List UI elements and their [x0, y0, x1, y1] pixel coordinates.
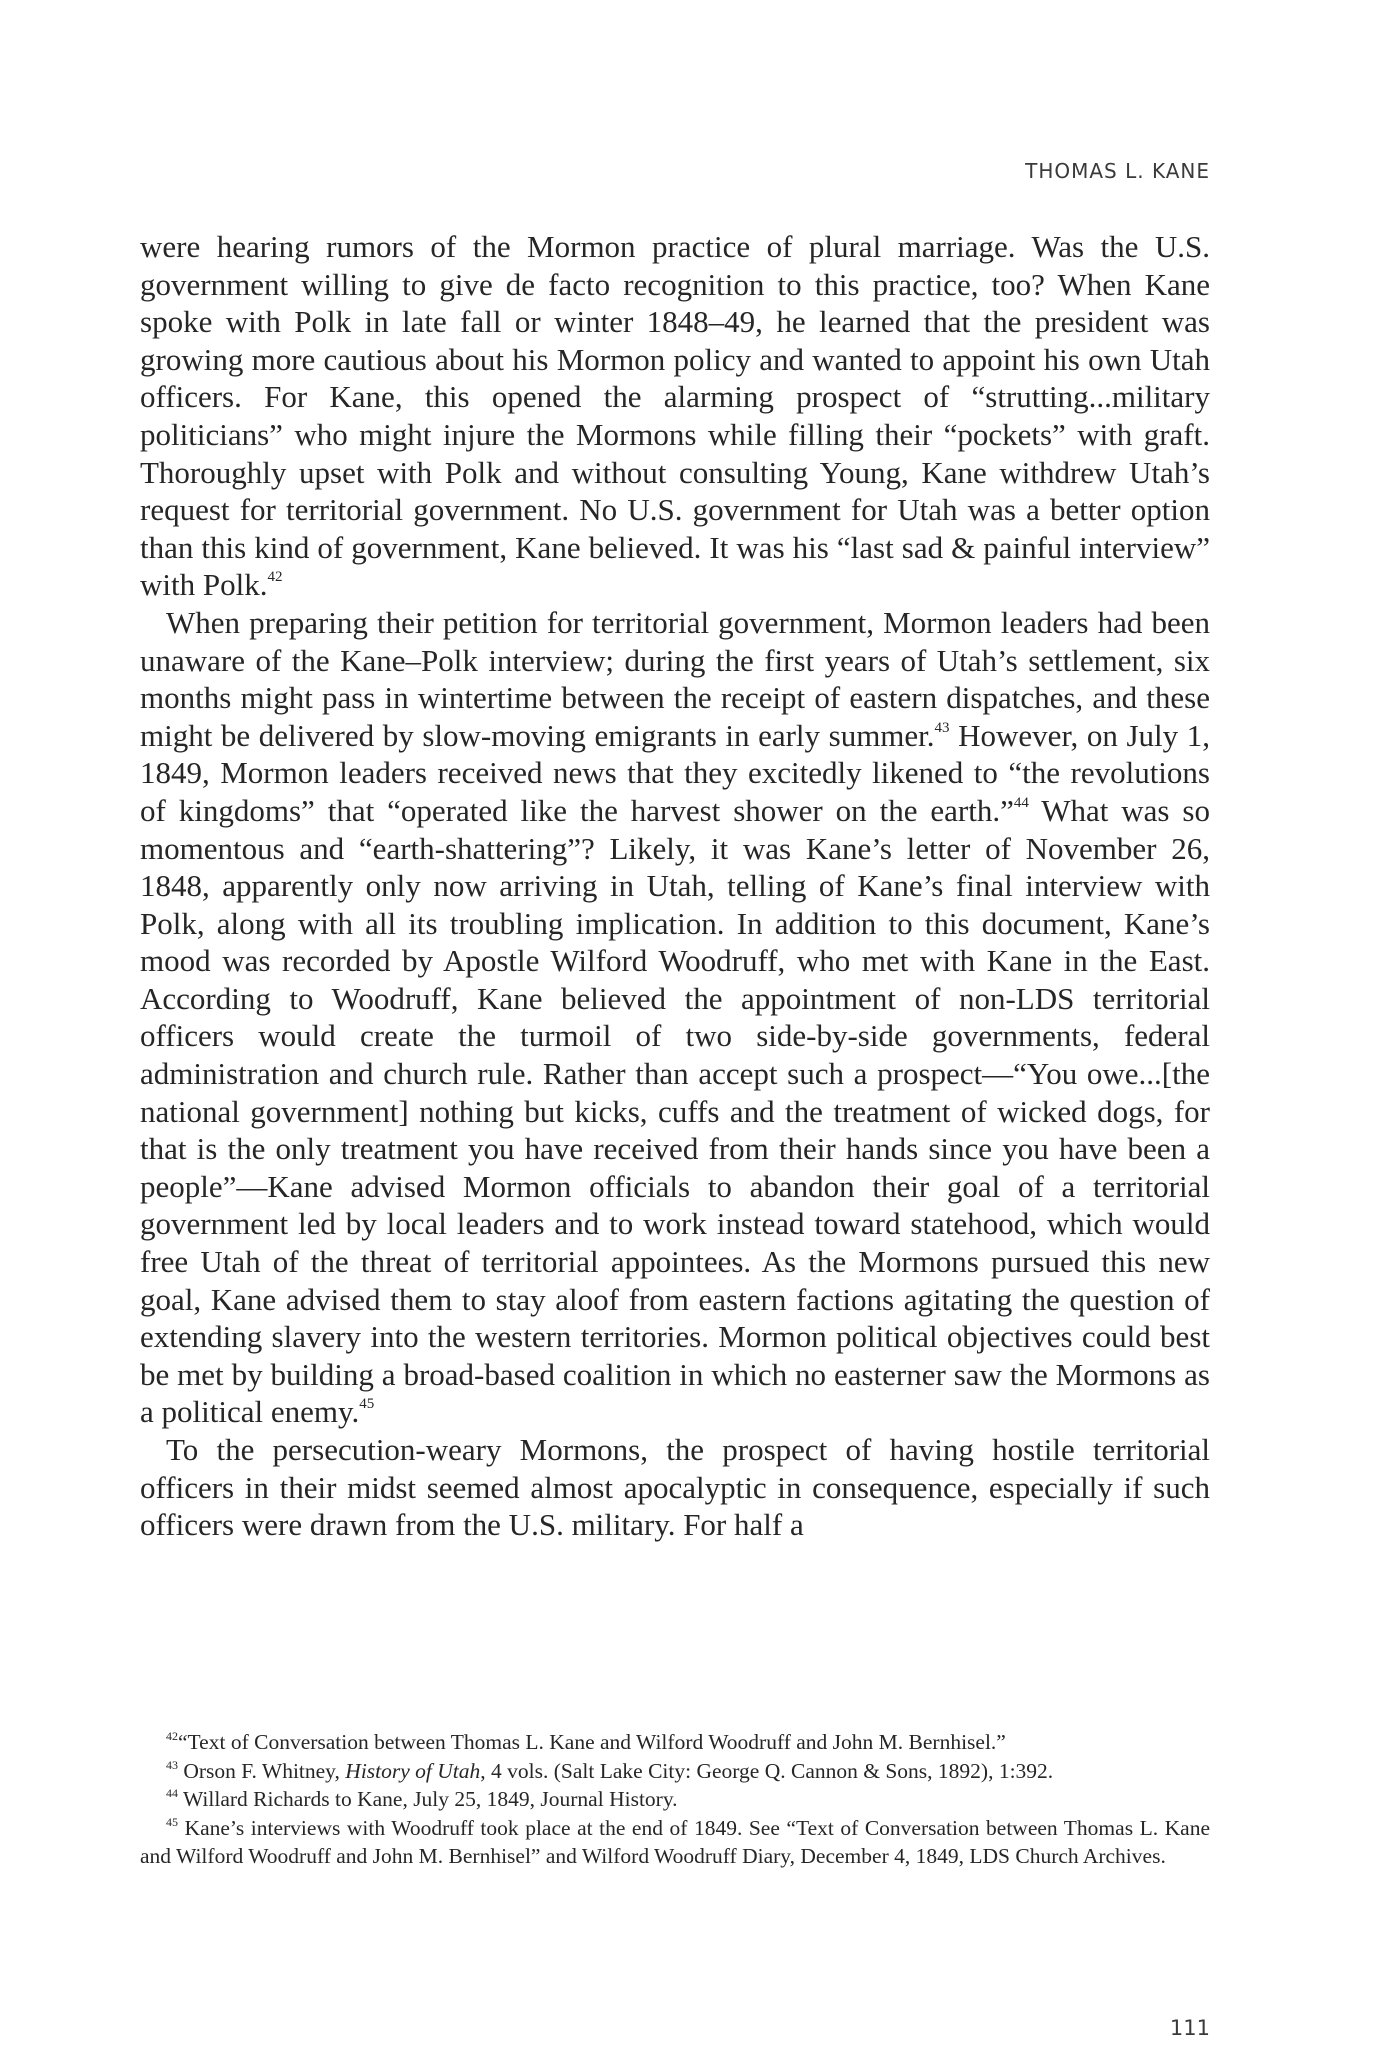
footnote-number: 42	[166, 1729, 178, 1743]
footnote-text: Willard Richards to Kane, July 25, 1849, Journal History.	[183, 1787, 678, 1811]
body-text	[140, 228, 1210, 1544]
paragraph-text: When preparing their petition for territorial government, Mormon leaders had been unaware of the Kane–Polk interview; during the first years of Utah’s settlement, six months might pass in wintertime between the receipt of eastern dispatches, and these might be delivered by slow-moving emigrants in early summer.	[140, 604, 1210, 753]
footnotes	[140, 1728, 1210, 1871]
footnote-text: “Text of Conversation between Thomas L. Kane and Wilford Woodruff and John M. Bernhisel.”	[178, 1730, 1006, 1754]
footnote-number: 44	[166, 1786, 178, 1800]
paragraph-3	[140, 1431, 1210, 1544]
footnote-ref[interactable]: 44	[1013, 794, 1029, 811]
footnote-44	[140, 1785, 1210, 1814]
footnote-title: History of Utah	[345, 1758, 481, 1783]
paragraph-text: What was so momentous and “earth-shattering”? Likely, it was Kane’s letter of November 26, 1848, apparently only now arriving in Utah, telling of Kane’s final interview with Polk, along with all its troubling implication. In addition to this document, Kane’s mood was recorded by Apostle Wilford Woodruff, who met with Kane in the East. According to Woodruff, Kane believed the appointment of non-LDS territorial officers would create the turmoil of two side-by-side governments, federal administration and church rule. Rather than accept such a prospect—“You owe...[the national government] nothing but kicks, cuffs and the treatment of wicked dogs, for that is the only treatment you have received from their hands since you have been a people”—Kane advised Mormon officials to abandon their goal of a territorial government led by local leaders and to work instead toward statehood, which would free Utah of the threat of territorial appointees. As the Mormons pursued this new goal, Kane advised them to stay aloof from eastern factions agitating the question of extending slavery into the western territories. Mormon political objectives could best be met by building a broad-based coalition in which no easterner saw the Mormons as a political enemy.	[140, 792, 1210, 1430]
footnote-ref[interactable]: 42	[267, 569, 283, 586]
footnote-42	[140, 1728, 1210, 1757]
footnote-number: 43	[166, 1757, 178, 1772]
page-number: 111	[1169, 2016, 1210, 2040]
footnote-ref[interactable]: 43	[934, 719, 950, 736]
footnote-text: , 4 vols. (Salt Lake City: George Q. Cannon & Sons, 1892), 1:392.	[480, 1758, 1054, 1783]
footnote-43	[140, 1757, 1210, 1786]
footnote-ref[interactable]: 45	[359, 1396, 375, 1413]
paragraph-1	[140, 228, 1210, 604]
paragraph-2	[140, 604, 1210, 1431]
paragraph-text: To the persecution-weary Mormons, the prospect of having hostile territorial officers in their midst seemed almost apocalyptic in consequence, especially if such officers were drawn from the U.S. military. For half a	[140, 1432, 1210, 1543]
running-head: THOMAS L. KANE	[1025, 159, 1210, 183]
footnote-45	[140, 1814, 1210, 1871]
paragraph-text: were hearing rumors of the Mormon practice of plural marriage. Was the U.S. government willing to give de facto recognition to this practice, too? When Kane spoke with Polk in late fall or winter 1848–49, he learned that the president was growing more cautious about his Mormon policy and wanted to appoint his own Utah officers. For Kane, this opened the alarming prospect of “strutting...military politicians” who might injure the Mormons while filling their “pockets” with graft. Thoroughly upset with Polk and without consulting Young, Kane withdrew Utah’s request for territorial government. No U.S. government for Utah was a better option than this kind of government, Kane believed. It was his “last sad & painful interview” with Polk.	[140, 229, 1210, 603]
footnote-text: Orson F. Whitney,	[183, 1758, 346, 1783]
paragraph-text: However, on July 1, 1849, Mormon leaders received news that they excitedly likened to “the revolutions of kingdoms” that “operated like the harvest shower on the earth.”	[140, 717, 1210, 828]
footnote-number: 45	[166, 1814, 178, 1829]
footnote-text: Kane’s interviews with Woodruff took place at the end of 1849. See “Text of Conversation between Thomas L. Kane and Wilford Woodruff and John M. Bernhisel” and Wilford Woodruff Diary, December 4, 1849, LDS Church Archives.	[140, 1815, 1210, 1868]
